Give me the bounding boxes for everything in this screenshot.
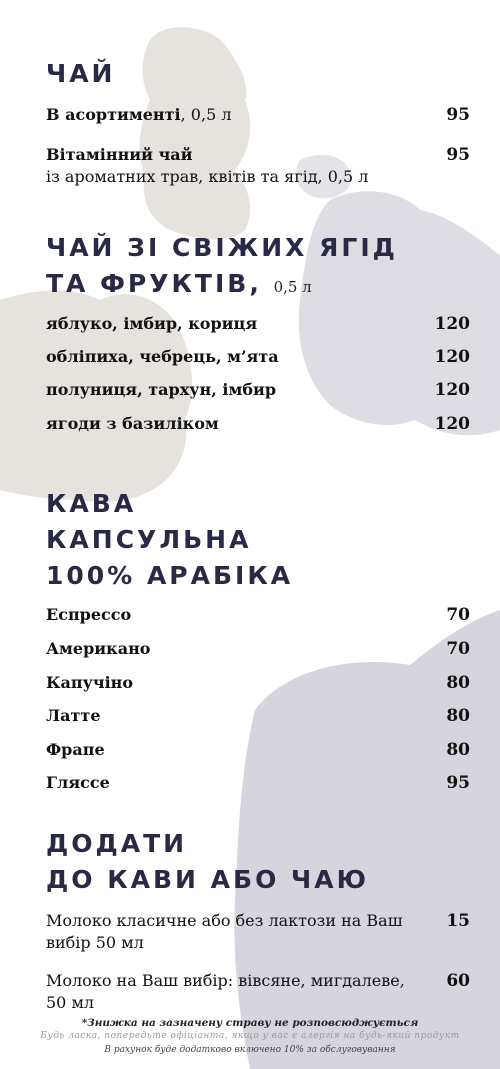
menu-item xyxy=(46,705,470,727)
footer-service-note: В рахунок буде додатково включено 10% за обслуговування xyxy=(104,1045,396,1055)
item-name: Гляссе xyxy=(46,773,110,792)
item-name: Молоко класичне або без лактози на Ваш вибір 50 мл xyxy=(46,911,403,952)
footer-allergy-note: Будь ласка, попередьте офіціанта, якщо у вас є алергія на будь-який продукт xyxy=(40,1031,460,1041)
section-title-addons: ДОДАТИ ДО КАВИ АБО ЧАЮ xyxy=(46,829,369,894)
item-price: 95 xyxy=(446,105,470,125)
item-price: 80 xyxy=(446,740,470,760)
item-name: Вітамінний чай xyxy=(46,145,193,164)
item-name: Латте xyxy=(46,706,101,725)
item-price: 95 xyxy=(446,145,470,165)
item-name: полуниця, тархун, імбир xyxy=(46,380,277,399)
item-price: 120 xyxy=(434,314,470,334)
item-name: Еспрессо xyxy=(46,605,132,624)
menu-item xyxy=(46,910,470,954)
item-price: 120 xyxy=(434,414,470,434)
menu-item xyxy=(46,144,470,188)
menu-item xyxy=(46,346,470,368)
footer-discount-note: *Знижка на зазначену страву не розповсюджується xyxy=(81,1017,419,1029)
menu-item xyxy=(46,672,470,694)
item-price: 120 xyxy=(434,347,470,367)
item-price: 60 xyxy=(446,971,470,991)
item-name: ягоди з базиліком xyxy=(46,414,219,433)
menu-item xyxy=(46,638,470,660)
menu-item xyxy=(46,413,470,435)
menu-item xyxy=(46,604,470,626)
menu-item xyxy=(46,104,470,126)
item-price: 80 xyxy=(446,673,470,693)
item-name: яблуко, імбир, кориця xyxy=(46,314,258,333)
item-price: 95 xyxy=(446,773,470,793)
item-name: Фрапе xyxy=(46,740,105,759)
item-price: 120 xyxy=(434,380,470,400)
item-volume: , 0,5 л xyxy=(180,105,232,124)
item-name: обліпиха, чебрець, м’ята xyxy=(46,347,279,366)
item-description: із ароматних трав, квітів та ягід, 0,5 л xyxy=(46,167,369,186)
menu-item xyxy=(46,739,470,761)
menu-item xyxy=(46,313,470,335)
item-price: 70 xyxy=(446,605,470,625)
section-volume: 0,5 л xyxy=(273,278,312,296)
item-price: 70 xyxy=(446,639,470,659)
section-title-tea: ЧАЙ xyxy=(46,59,116,88)
item-name: Американо xyxy=(46,639,151,658)
menu-item xyxy=(46,772,470,794)
section-title-coffee: КАВА КАПСУЛЬНА 100% АРАБІКА xyxy=(46,489,294,590)
item-name: В асортименті xyxy=(46,105,181,124)
item-price: 15 xyxy=(446,911,470,931)
menu-item xyxy=(46,970,470,1014)
item-name: Капучіно xyxy=(46,673,134,692)
item-price: 80 xyxy=(446,706,470,726)
section-title-berry-tea: ЧАЙ ЗІ СВІЖИХ ЯГІД ТА ФРУКТІВ, 0,5 л xyxy=(46,233,398,298)
menu-item xyxy=(46,379,470,401)
item-name: Молоко на Ваш вибір: вівсяне, мигдалеве, 50 мл xyxy=(46,971,405,1012)
